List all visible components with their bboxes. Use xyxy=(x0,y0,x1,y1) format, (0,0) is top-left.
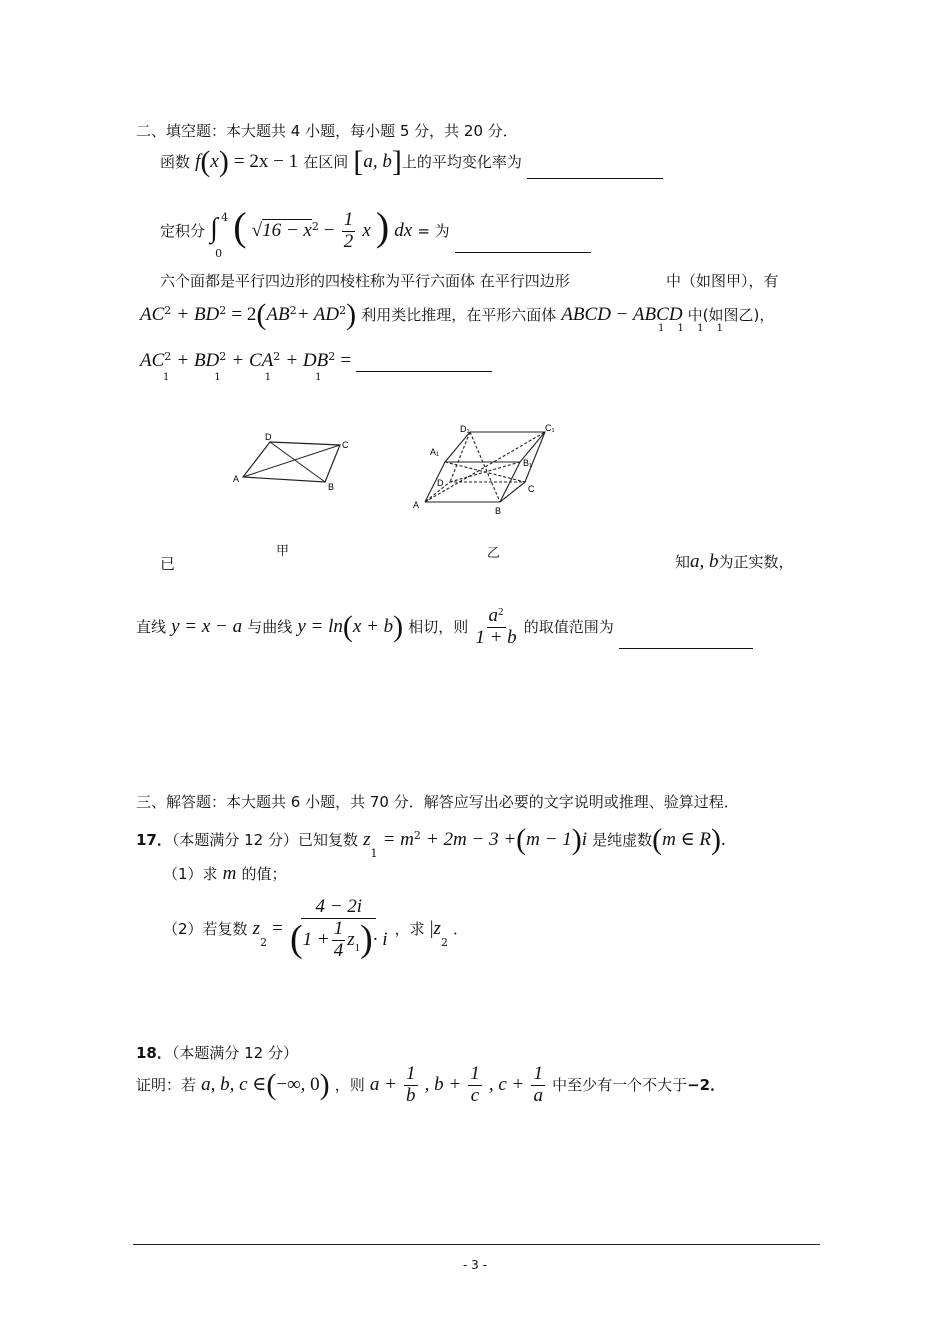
q13-fx: f xyxy=(195,151,201,172)
figure-jia-parallelogram xyxy=(225,430,355,495)
q15-subscripts: 1 1 1 1 xyxy=(658,323,728,334)
question-17: 17．（本题满分 12 分）已知复数 $z_1 = m^2 + 2m - 3 +(m - 1)i$ 是纯虚数(m ∈ R). xyxy=(136,823,726,860)
q15-line3: $AC^2 + BD^2 + CA^2 + DB^2$ = xyxy=(140,350,492,372)
fig-jia-caption: 甲 xyxy=(276,544,290,559)
q17-part2: （2）若复数 $z_2$ = 4 − 2i ( 1 + $\frac{1}{4}$ z 1 ) · i ，求 $|z_2$ ． xyxy=(163,896,469,961)
integral-sign: ∫ 4 0 xyxy=(210,210,229,260)
q17-z2-fraction: 4 − 2i ( 1 + $\frac{1}{4}$ z 1 ) · i xyxy=(289,896,388,961)
section2-title: 二、填空题：本大题共 4 小题，每小题 5 分，共 20 分． xyxy=(136,122,518,140)
jia-diagonal-ac xyxy=(243,445,340,477)
yi-label-d1: D₁ xyxy=(460,424,470,434)
yi-label-c: C xyxy=(528,484,535,494)
q14-answer-blank[interactable] xyxy=(455,234,591,253)
q15-line1a: 六个面都是平行四边形的四棱柱称为平行六面体 在平行四边形 xyxy=(160,272,570,290)
yi-label-a1: A₁ xyxy=(430,447,440,457)
q13-answer-blank[interactable] xyxy=(527,160,663,179)
question-13: 函数 f(x) = 2x − 1 在区间 [a, b]上的平均变化率为 xyxy=(160,145,663,179)
yi-label-a: A xyxy=(413,500,420,510)
question-18-header: 18．（本题满分 12 分） xyxy=(136,1044,298,1062)
yi-label-b: B xyxy=(495,506,502,516)
q16-lead: 已 xyxy=(160,555,176,573)
q13-tail: 上的平均变化率为 xyxy=(401,153,522,171)
q15-answer-blank[interactable] xyxy=(356,353,492,372)
q13-eq: = 2x − 1 xyxy=(233,151,299,172)
yi-label-d: D xyxy=(437,478,444,488)
q13-lead: 函数 xyxy=(160,153,191,171)
question-18: 证明：若 a, b, c ∈(−∞, 0) ，则 a + $\frac{1}{b}$ , b + $\frac{1}{c}$ , c + $\frac{1}{a}$ 中至少有一个不大于−2． xyxy=(136,1063,726,1106)
q16-head-tail: 知a, b为正实数， xyxy=(675,551,794,572)
q14-root: 16 − x xyxy=(262,220,312,241)
jia-diagonal-bd xyxy=(270,442,325,482)
q14-half: $\frac{1}{2}$ xyxy=(343,209,354,252)
footer-rule xyxy=(133,1244,820,1245)
question-14: 定积分 ∫ 4 0 ( $√16 - x^2$ − $\frac{1}{2}$ x ) dx = 为 xyxy=(160,203,591,253)
jia-label-c: C xyxy=(342,440,349,450)
fig-yi-caption: 乙 xyxy=(487,546,501,561)
q15-line3-subs: 1 1 1 1 xyxy=(163,372,322,383)
section3-title: 三、解答题：本大题共 6 小题，共 70 分．解答应写出必要的文字说明或推理、验算过程． xyxy=(136,793,739,811)
q15-line2: $AC^2 + BD^2 = 2(AB^2+ AD^2)$ 利用类比推理，在平形六面体 ABCD − ABCD 中(如图乙)， xyxy=(140,298,775,331)
q15-line1b: 中（如图甲），有 xyxy=(666,272,779,290)
q13-x: x xyxy=(210,151,219,172)
q17-part1: （1）求 m 的值； xyxy=(163,863,287,884)
q13-interval: a, b xyxy=(363,151,392,172)
yi-label-c1: C₁ xyxy=(545,423,555,433)
jia-label-b: B xyxy=(328,482,335,492)
q16-line2: 直线 y = x − a 与曲线 y = ln(x + b) 相切，则 $\frac{a^2}{1 + b}$ 的取值范围为 xyxy=(136,606,753,649)
jia-outline xyxy=(243,442,340,482)
page-number: - 3 - xyxy=(463,1258,487,1272)
q16-answer-blank[interactable] xyxy=(619,630,753,649)
q13-mid: 在区间 xyxy=(303,153,349,171)
q14-tail: = 为 xyxy=(417,222,450,240)
figure-yi-parallelepiped xyxy=(410,422,560,517)
jia-label-a: A xyxy=(233,474,240,484)
q16-fraction: $\frac{a^2}{1 + b}$ xyxy=(475,605,517,648)
jia-label-d: D xyxy=(265,432,272,442)
q14-lead: 定积分 xyxy=(160,222,206,240)
yi-label-b1: B₁ xyxy=(523,458,533,468)
